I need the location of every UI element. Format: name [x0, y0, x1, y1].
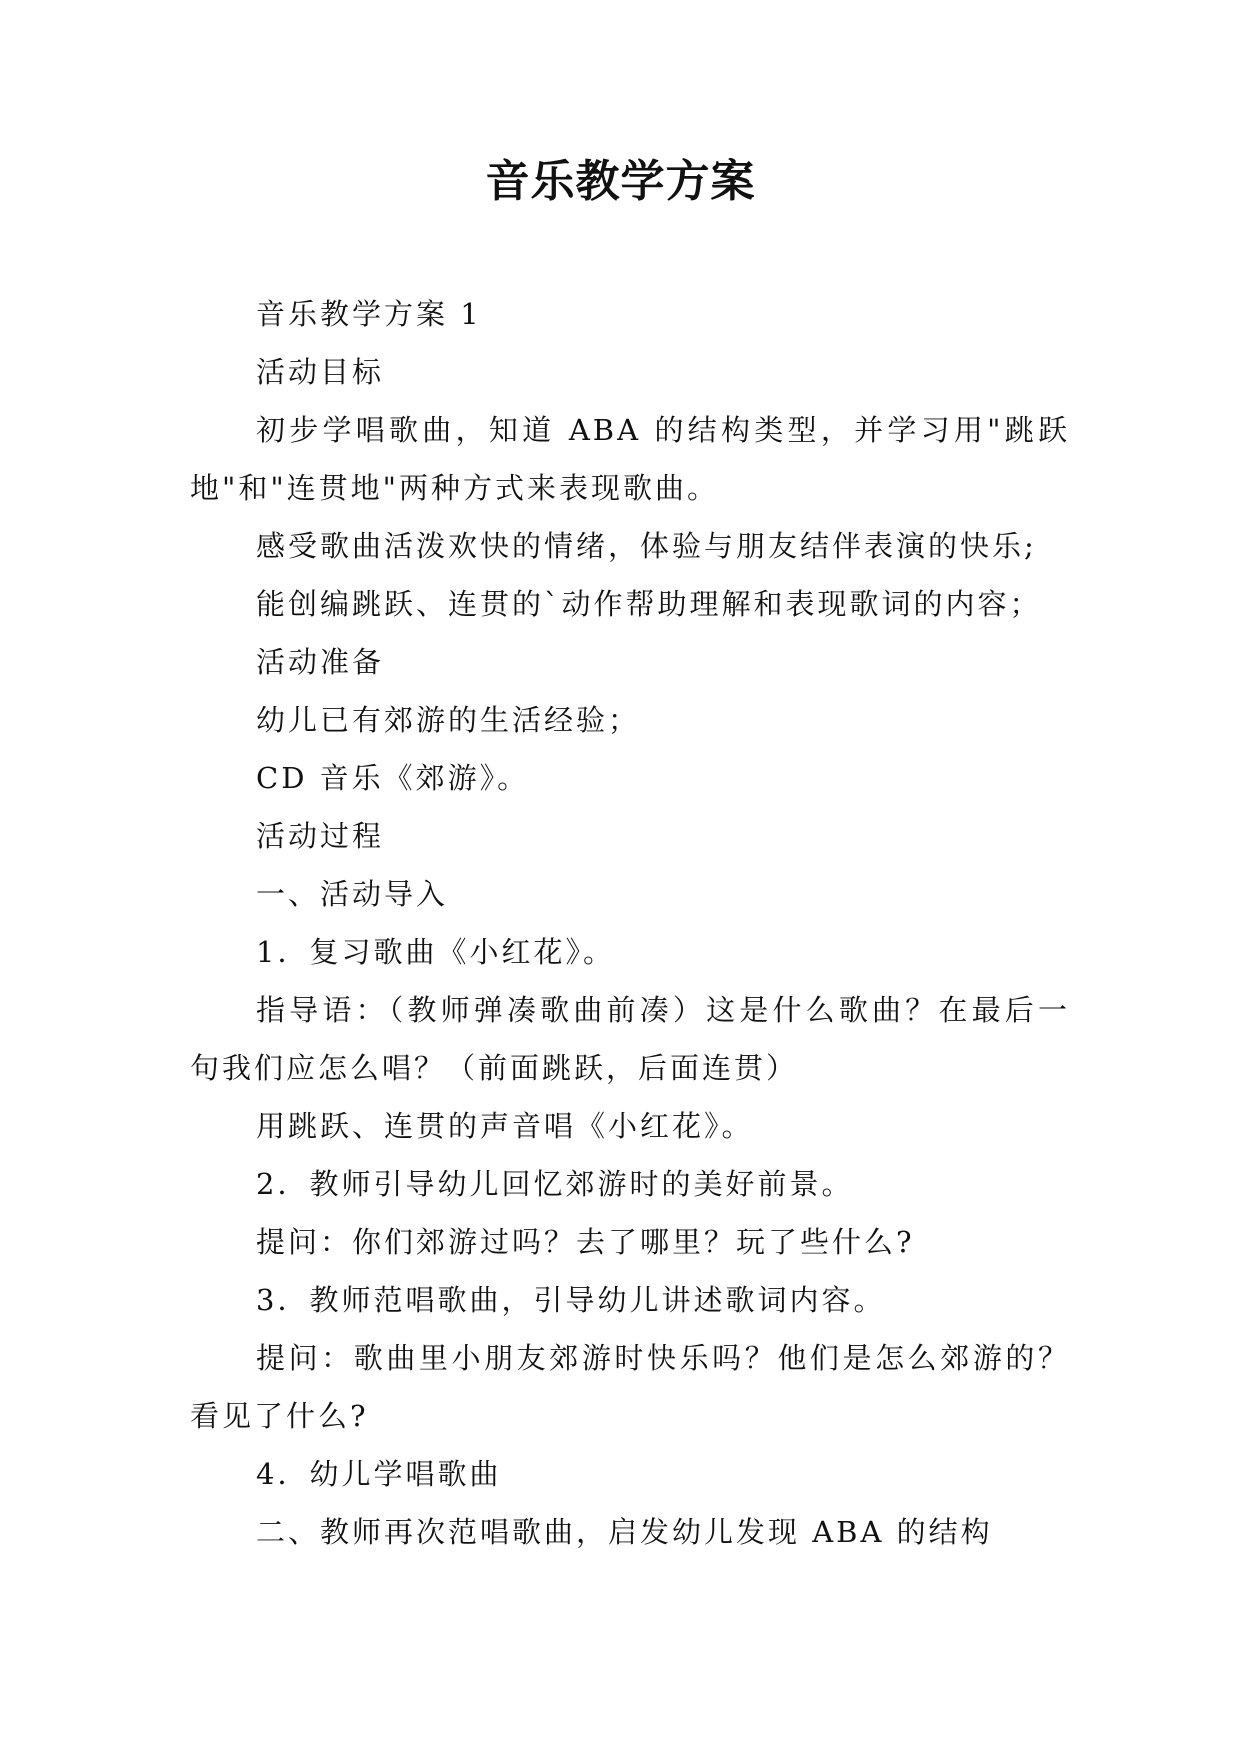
- paragraph: 3．教师范唱歌曲，引导幼儿讲述歌词内容。: [256, 1283, 886, 1317]
- document-body: [190, 285, 1070, 1561]
- paragraph: CD 音乐《郊游》。: [256, 761, 530, 795]
- paragraph: 用跳跃、连贯的声音唱《小红花》。: [256, 1109, 754, 1143]
- paragraph: 能创编跳跃、连贯的`动作帮助理解和表现歌词的内容；: [256, 587, 1042, 621]
- paragraph: 提问：你们郊游过吗？去了哪里？玩了些什么?: [256, 1225, 915, 1259]
- paragraph: 二、教师再次范唱歌曲，启发幼儿发现 ABA 的结构: [256, 1515, 993, 1549]
- paragraph: 一、活动导入: [256, 877, 449, 911]
- paragraph: 感受歌曲活泼欢快的情绪，体验与朋友结伴表演的快乐;: [256, 529, 1037, 563]
- paragraph: 4．幼儿学唱歌曲: [256, 1457, 502, 1491]
- document-title: 音乐教学方案: [485, 156, 756, 207]
- subheading-activity-preparation: 活动准备: [256, 645, 385, 679]
- section-heading: 音乐教学方案 1: [256, 297, 482, 331]
- paragraph: 初步学唱歌曲，知道 ABA 的结构类型，并学习用"跳跃地"和"连贯地"两种方式来表现歌曲。: [190, 413, 1070, 505]
- paragraph: 指导语：（教师弹凑歌曲前凑）这是什么歌曲？在最后一句我们应怎么唱？（前面跳跃，后面连贯）: [190, 993, 1070, 1085]
- paragraph: 提问：歌曲里小朋友郊游时快乐吗？他们是怎么郊游的？看见了什么?: [190, 1341, 1070, 1433]
- paragraph: 1．复习歌曲《小红花》。: [256, 935, 615, 969]
- subheading-activity-process: 活动过程: [256, 819, 385, 853]
- paragraph: 2．教师引导幼儿回忆郊游时的美好前景。: [256, 1167, 854, 1201]
- paragraph: 幼儿已有郊游的生活经验；: [256, 703, 641, 737]
- subheading-activity-goals: 活动目标: [256, 355, 385, 389]
